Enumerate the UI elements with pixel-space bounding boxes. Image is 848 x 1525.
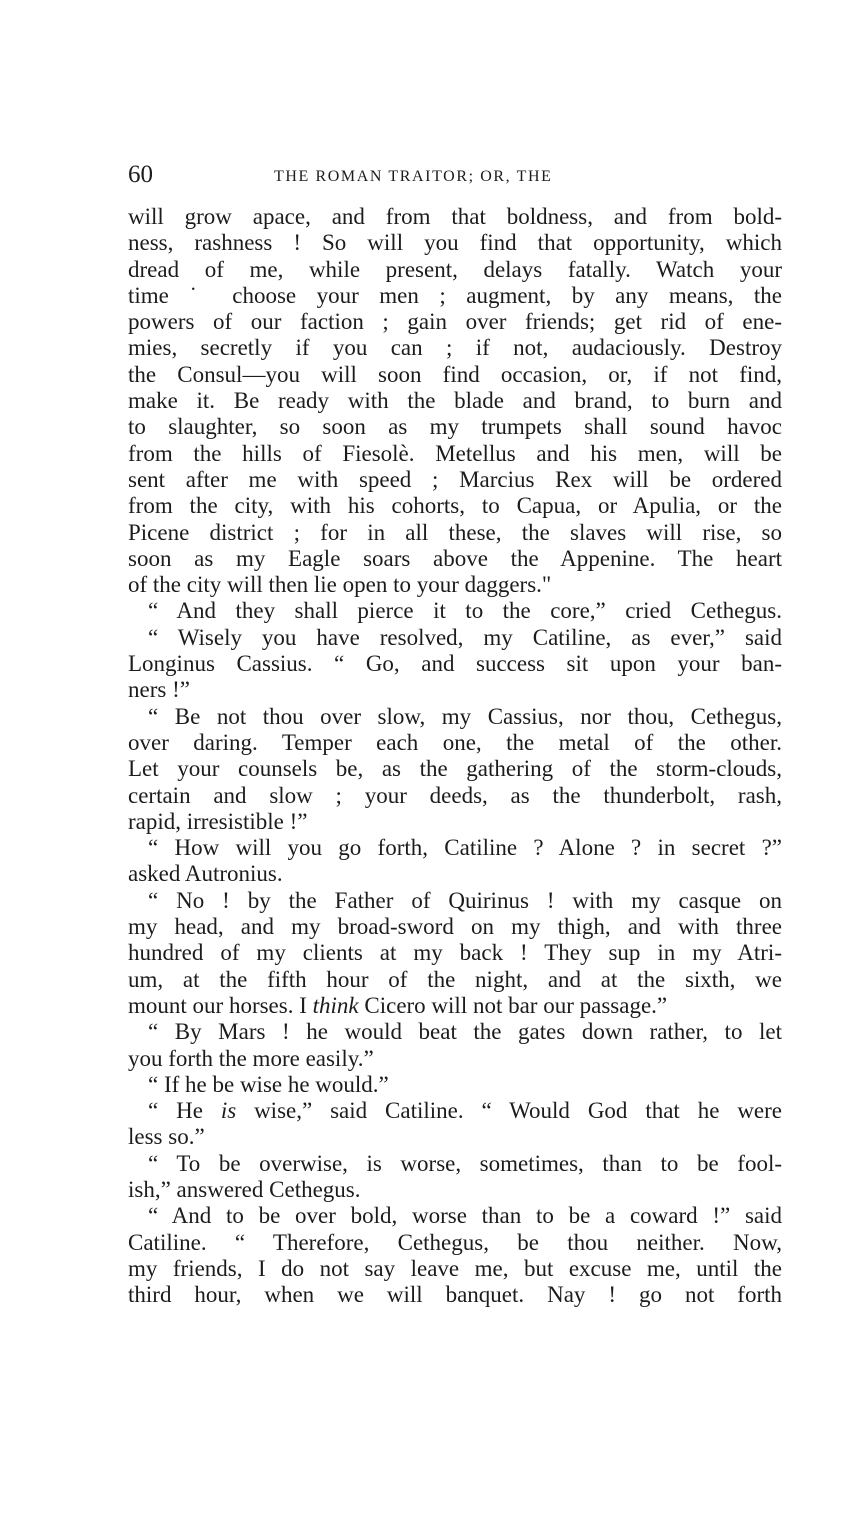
text-line: “ He is wise,” said Catiline. “ Would God that he were bbox=[148, 1098, 783, 1124]
text-line: mies, secretly if you can ; if not, audaciously. Destroy bbox=[128, 335, 782, 361]
text-line: the Consul—you will soon find occasion, or, if not find, bbox=[128, 361, 782, 387]
text-line: time ˙ choose your men ; augment, by any means, the bbox=[128, 282, 782, 308]
text-line: make it. Be ready with the blade and brand, to burn and bbox=[128, 388, 782, 414]
text-line: asked Autronius. bbox=[128, 861, 283, 887]
text-line: powers of our faction ; gain over friends; get rid of ene- bbox=[128, 309, 782, 335]
text-line: my head, and my broad-sword on my thigh, and with three bbox=[128, 914, 782, 940]
text-line: certain and slow ; your deeds, as the thunderbolt, rash, bbox=[128, 782, 782, 808]
text-line: ness, rashness ! So will you find that opportunity, which bbox=[128, 230, 782, 256]
text-line: Let your counsels be, as the gathering of the storm-clouds, bbox=[128, 756, 782, 782]
text-line: less so.” bbox=[128, 1124, 205, 1150]
text-line: sent after me with speed ; Marcius Rex will be ordered bbox=[128, 466, 782, 492]
text-line: over daring. Temper each one, the metal of the other. bbox=[128, 729, 782, 755]
text-line: Catiline. “ Therefore, Cethegus, be thou neither. Now, bbox=[128, 1229, 782, 1255]
text-line: of the city will then lie open to your daggers." bbox=[128, 572, 552, 598]
text-line: “ To be overwise, is worse, sometimes, than to be fool- bbox=[148, 1150, 782, 1176]
text-line: “ And to be over bold, worse than to be a coward !” said bbox=[148, 1203, 782, 1229]
page-number: 60 bbox=[128, 161, 153, 188]
text-line: rapid, irresistible !” bbox=[128, 808, 308, 834]
text-line: you forth the more easily.” bbox=[128, 1045, 374, 1071]
text-line: my friends, I do not say leave me, but excuse me, until the bbox=[128, 1255, 782, 1281]
text-line: “ Be not thou over slow, my Cassius, nor thou, Cethegus, bbox=[148, 703, 782, 729]
text-line: Picene district ; for in all these, the slaves will rise, so bbox=[128, 519, 782, 545]
text-line: “ If he be wise he would.” bbox=[148, 1071, 389, 1097]
text-line: um, at the fifth hour of the night, and at the sixth, we bbox=[128, 966, 782, 992]
text-line: “ And they shall pierce it to the core,” cried Cethegus. bbox=[148, 598, 782, 624]
text-line: from the hills of Fiesolè. Metellus and his men, will be bbox=[128, 440, 782, 466]
text-line: “ By Mars ! he would beat the gates down rather, to let bbox=[148, 1019, 782, 1045]
text-line: ish,” answered Cethegus. bbox=[128, 1176, 361, 1202]
text-line: from the city, with his cohorts, to Capua, or Apulia, or the bbox=[128, 493, 782, 519]
text-line: “ No ! by the Father of Quirinus ! with my casque on bbox=[148, 887, 782, 913]
text-line: hundred of my clients at my back ! They sup in my Atri- bbox=[128, 940, 782, 966]
running-title: THE ROMAN TRAITOR; OR, THE bbox=[274, 168, 553, 185]
text-line: will grow apace, and from that boldness, and from bold- bbox=[128, 204, 782, 229]
text-line: Longinus Cassius. “ Go, and success sit upon your ban- bbox=[128, 651, 782, 677]
text-line: “ Wisely you have resolved, my Catiline, as ever,” said bbox=[148, 624, 782, 650]
text-line: third hour, when we will banquet. Nay ! go not forth bbox=[128, 1282, 782, 1308]
text-line: dread of me, while present, delays fatally. Watch your bbox=[128, 256, 782, 282]
text-line: to slaughter, so soon as my trumpets shall sound havoc bbox=[128, 414, 782, 440]
text-line: soon as my Eagle soars above the Appenine. The heart bbox=[128, 545, 782, 571]
text-line: mount our horses. I think Cicero will not bar our passage.” bbox=[128, 992, 668, 1018]
page-header bbox=[128, 160, 786, 190]
text-line: “ How will you go forth, Catiline ? Alone ? in secret ?” bbox=[148, 835, 782, 861]
text-line: ners !” bbox=[128, 677, 190, 703]
body-text bbox=[128, 204, 782, 1308]
